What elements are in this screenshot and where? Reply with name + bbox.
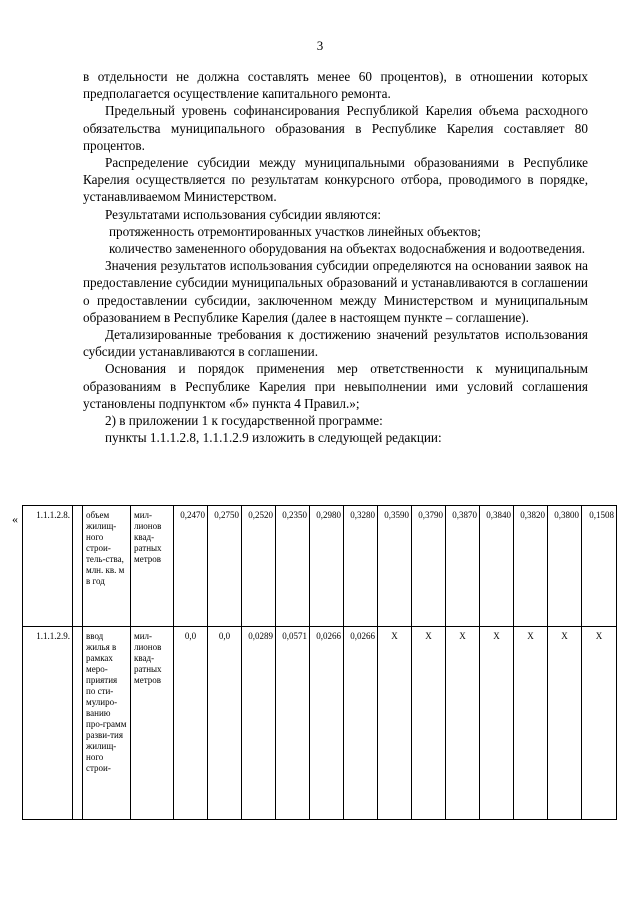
paragraph-6: количество замененного оборудования на объектах водоснабжения и водоотведения. bbox=[109, 241, 586, 257]
value-cell: X bbox=[378, 627, 412, 820]
paragraph-9: Основания и порядок применения мер ответственности к муниципальным образованиям в Республике Карелия при невыполнении ими условий соглашения установлены подпунктом «б» пункта 4 Правил.»; bbox=[83, 361, 588, 411]
blank-cell bbox=[73, 506, 83, 627]
value-cell: 0,0266 bbox=[344, 627, 378, 820]
value-cell: 0,2470 bbox=[174, 506, 208, 627]
value-cell: 0,0571 bbox=[276, 627, 310, 820]
opening-quote-mark: « bbox=[12, 512, 18, 526]
paragraph-10: 2) в приложении 1 к государственной программе: bbox=[105, 413, 383, 429]
value-cell: 0,3790 bbox=[412, 506, 446, 627]
paragraph-11: пункты 1.1.1.2.8, 1.1.1.2.9 изложить в следующей редакции: bbox=[105, 430, 442, 446]
unit-of-measure: мил-лионов квад-ратных метров bbox=[131, 627, 174, 820]
value-cell: 0,3800 bbox=[548, 506, 582, 627]
value-cell: X bbox=[412, 627, 446, 820]
paragraph-3: Распределение субсидии между муниципальными образованиями в Республике Карелия осуществляется по результатам конкурсного отбора, проводимого в порядке, устанавливаемом Министерством. bbox=[83, 155, 588, 205]
paragraph-8: Детализированные требования к достижению значений результатов использования субсидии устанавливаются в соглашении. bbox=[83, 327, 588, 360]
paragraph-7: Значения результатов использования субсидии определяются на основании заявок на предоставление субсидии муниципальных образований и устанавливаются в соглашении о предоставлении субсидии, заключенном между Министерством и муниципальным образованием в Республике Карелия (далее в настоящем пункте – соглашение). bbox=[83, 258, 588, 325]
value-cell: X bbox=[548, 627, 582, 820]
value-cell: 0,2750 bbox=[208, 506, 242, 627]
row-id: 1.1.1.2.9. bbox=[23, 627, 73, 820]
indicator-name: ввод жилья в рамках меро-приятия по сти-мулиро-ванию про-грамм разви-тия жилищ-ного строи- bbox=[83, 627, 131, 820]
row-id: 1.1.1.2.8. bbox=[23, 506, 73, 627]
value-cell: X bbox=[446, 627, 480, 820]
value-cell: 0,3870 bbox=[446, 506, 480, 627]
value-cell: 0,0 bbox=[174, 627, 208, 820]
paragraph-4: Результатами использования субсидии являются: bbox=[105, 206, 382, 222]
paragraph-1: в отдельности не должна составлять менее 60 процентов), в отношении которых предполагается осуществление капитального ремонта. bbox=[83, 69, 588, 102]
value-cell: 0,0266 bbox=[310, 627, 344, 820]
value-cell: 0,1508 bbox=[582, 506, 617, 627]
value-cell: 0,2520 bbox=[242, 506, 276, 627]
page-number: 3 bbox=[316, 38, 324, 53]
table-row bbox=[23, 627, 617, 820]
value-cell: 0,2980 bbox=[310, 506, 344, 627]
value-cell: 0,3840 bbox=[480, 506, 514, 627]
value-cell: X bbox=[480, 627, 514, 820]
table-row bbox=[23, 506, 617, 627]
value-cell: X bbox=[514, 627, 548, 820]
value-cell: 0,3280 bbox=[344, 506, 378, 627]
value-cell: 0,3590 bbox=[378, 506, 412, 627]
value-cell: 0,2350 bbox=[276, 506, 310, 627]
blank-cell bbox=[73, 627, 83, 820]
paragraph-2: Предельный уровень софинансирования Республикой Карелия объема расходного обязательства муниципального образования в Республике Карелия составляет 80 процентов. bbox=[83, 103, 588, 153]
unit-of-measure: мил-лионов квад-ратных метров bbox=[131, 506, 174, 627]
program-indicators-table bbox=[22, 505, 617, 820]
value-cell: 0,0 bbox=[208, 627, 242, 820]
value-cell: 0,3820 bbox=[514, 506, 548, 627]
indicator-name: объем жилищ-ного строи-тель-ства, млн. кв. м в год bbox=[83, 506, 131, 627]
value-cell: X bbox=[582, 627, 617, 820]
value-cell: 0,0289 bbox=[242, 627, 276, 820]
paragraph-5: протяженность отремонтированных участков линейных объектов; bbox=[109, 223, 481, 239]
body-text bbox=[83, 68, 588, 446]
